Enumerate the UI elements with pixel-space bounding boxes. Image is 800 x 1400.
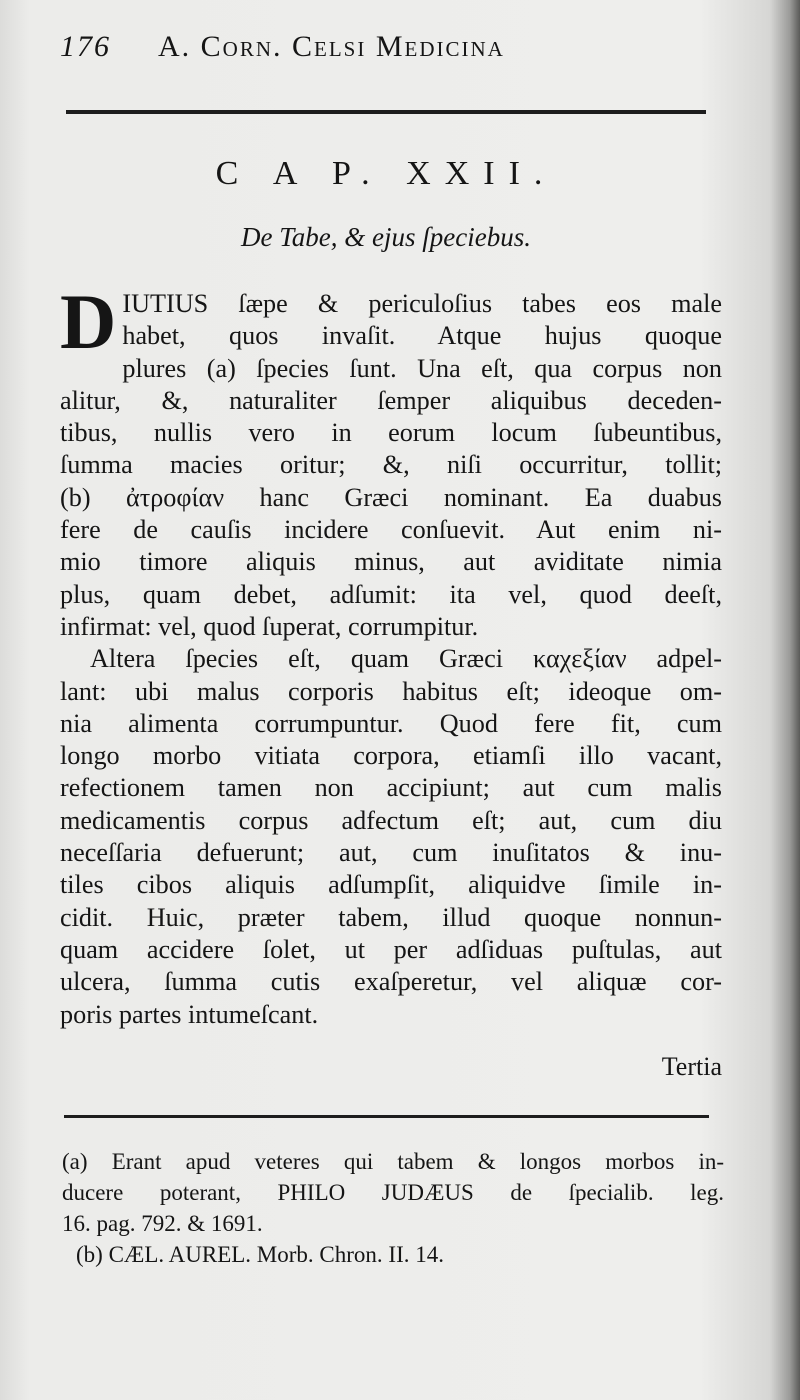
text-line: plures (a) ſpecies ſunt. Una eſt, qua corpus non xyxy=(122,353,722,383)
running-head xyxy=(60,30,710,70)
text-line: medicamentis corpus adfectum eſt; aut, cum diu xyxy=(60,805,722,835)
text-line: tibus, nullis vero in eorum locum ſubeuntibus, xyxy=(60,418,722,448)
text-line: infirmat: vel, quod ſuperat, corrumpitur. xyxy=(60,611,479,641)
running-title: A. Corn. Celsi Medicina xyxy=(158,30,505,63)
drop-cap: D xyxy=(60,278,117,365)
footnote-a-line: ducere poterant, PHILO JUDÆUS de ſpecialib. leg. xyxy=(62,1180,724,1205)
text-line: quam accidere ſolet, ut per adſiduas puſtulas, aut xyxy=(60,934,722,964)
chapter-subtitle: De Tabe, & ejus ſpeciebus. xyxy=(241,222,531,252)
text-line: alitur, &, naturaliter ſemper aliquibus deceden- xyxy=(60,385,722,415)
footnotes xyxy=(62,1146,724,1270)
text-line: tiles cibos aliquis adſumpſit, aliquidve ſimile in- xyxy=(60,870,722,900)
text-line: plus, quam debet, adſumit: ita vel, quod deeſt, xyxy=(60,579,722,609)
text-line: nia alimenta corrumpuntur. Quod fere fit, cum xyxy=(60,708,722,738)
page-number: 176 xyxy=(60,30,111,63)
text-line: poris partes intumeſcant. xyxy=(60,999,319,1029)
text-line: longo morbo vitiata corpora, etiamſi illo vacant, xyxy=(60,741,722,771)
text-line: IUTIUS ſæpe & periculoſius tabes eos male xyxy=(122,289,722,318)
text-line: cidit. Huic, præter tabem, illud quoque nonnun- xyxy=(60,902,722,932)
text-line: neceſſaria defuerunt; aut, cum inuſitatos & inu- xyxy=(60,838,722,868)
text-line: lant: ubi malus corporis habitus eſt; ideoque om- xyxy=(60,676,722,706)
footnote-rule xyxy=(64,1115,709,1118)
text-line: ulcera, ſumma cutis exaſperetur, vel aliquæ cor- xyxy=(60,967,722,997)
text-line: (b) ἀτροφίαν hanc Græci nominant. Ea duabus xyxy=(60,482,722,512)
text-line: habet, quos invaſit. Atque hujus quoque xyxy=(122,321,722,351)
catchword: Tertia xyxy=(661,1052,722,1081)
chapter-heading: C A P. XXII. xyxy=(215,155,557,192)
footnote-b: (b) CÆL. AUREL. Morb. Chron. II. 14. xyxy=(76,1242,444,1267)
footnote-a-line: (a) Erant apud veteres qui tabem & longos morbos in- xyxy=(62,1149,724,1174)
text-line: mio timore aliquis minus, aut aviditate nimia xyxy=(60,547,722,577)
main-text xyxy=(60,278,722,1031)
text-line: fere de cauſis incidere conſuevit. Aut enim ni- xyxy=(60,515,722,545)
text-line: Altera ſpecies eſt, quam Græci καχεξίαν adpel- xyxy=(90,644,722,674)
text-line: ſumma macies oritur; &, niſi occurritur, tollit; xyxy=(60,450,722,480)
header-rule xyxy=(66,110,706,114)
footnote-a-line: 16. pag. 792. & 1691. xyxy=(62,1211,263,1236)
text-line: refectionem tamen non accipiunt; aut cum malis xyxy=(60,773,722,803)
